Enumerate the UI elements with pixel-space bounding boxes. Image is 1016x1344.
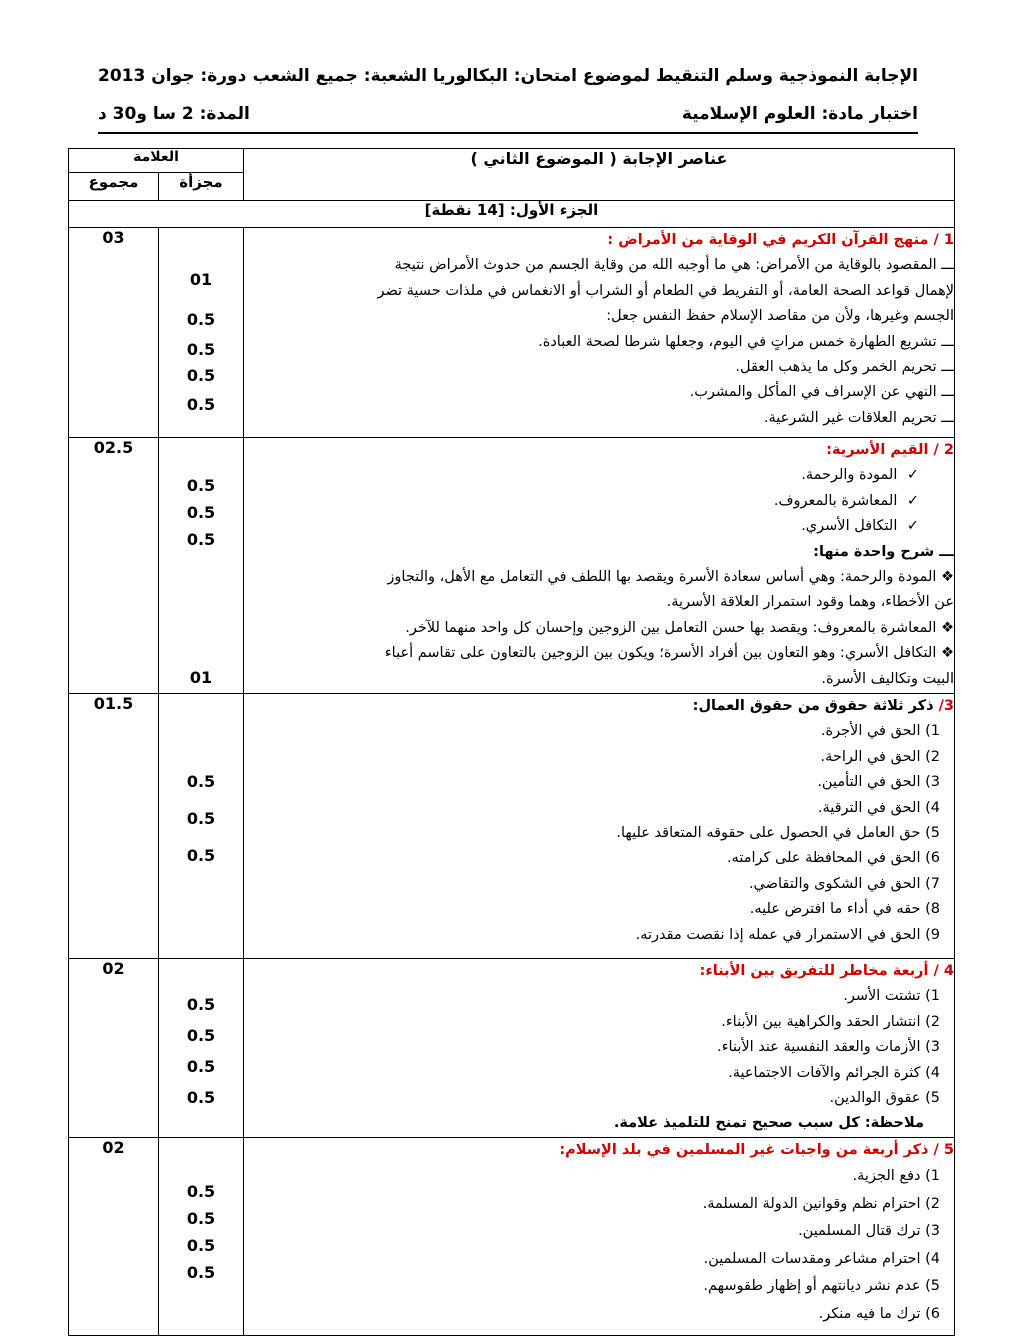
q5-item: 3) ترك قتال المسلمين. (798, 1223, 940, 1240)
q5-title: ذكر أربعة من واجبات غير المسلمين في بلد الإسلام: (559, 1141, 929, 1158)
q5-item: 2) احترام نظم وقوانين الدولة المسلمة. (702, 1195, 940, 1212)
q2-mark: 0.5 (186, 530, 216, 549)
q2-check-item: المعاشرة بالمعروف. (773, 492, 898, 509)
q1-number: 1 / (933, 232, 954, 248)
q5-marks (159, 1137, 244, 1335)
q3-item: 7) الحق في الشكوى والتقاضي. (748, 875, 940, 892)
q2-content (244, 438, 955, 694)
q4-item: 5) عقوق الوالدين. (829, 1090, 940, 1107)
answer-header: عناصر الإجابة ( الموضوع الثاني ) (244, 149, 955, 201)
q5-item: 6) ترك ما فيه منكر. (818, 1305, 940, 1322)
q2-mark: 0.5 (186, 476, 216, 495)
q3-content (244, 694, 955, 959)
q3-total: 01.5 (69, 694, 159, 959)
question-row-1 (69, 228, 955, 438)
q5-item: 1) دفع الجزية. (852, 1168, 940, 1185)
q3-item: 8) حقه في أداء ما افترض عليه. (749, 901, 940, 918)
q1-line: ـــ تحريم العلاقات غير الشرعية. (763, 409, 954, 426)
check-icon: ✓ (906, 518, 920, 535)
q5-mark: 0.5 (186, 1262, 216, 1282)
q3-item: 4) الحق في الترقية. (817, 799, 940, 816)
q4-item: 3) الأزمات والعقد النفسية عند الأبناء. (717, 1039, 940, 1056)
q5-item: 4) احترام مشاعر ومقدسات المسلمين. (703, 1250, 940, 1267)
exam-session: دورة: جوان 2013 (98, 66, 247, 86)
q1-mark: 0.5 (186, 310, 216, 329)
total-header: مجموع (69, 173, 159, 201)
q2-mark: 0.5 (186, 503, 216, 522)
q5-mark: 0.5 (186, 1235, 216, 1255)
q2-line: عن الأخطاء، وهما وقود استمرار العلاقة الأسرية. (666, 594, 954, 611)
q4-mark: 0.5 (186, 1026, 216, 1045)
q5-item: 5) عدم نشر ديانتهم أو إظهار طقوسهم. (703, 1278, 940, 1295)
q2-check-item: التكافل الأسري. (801, 518, 898, 535)
mark-header: العلامة (69, 149, 244, 173)
q1-mark: 0.5 (186, 340, 216, 359)
question-row-2 (69, 438, 955, 694)
q3-item: 2) الحق في الراحة. (820, 748, 940, 765)
q3-mark: 0.5 (186, 809, 216, 828)
part-title: الجزء الأول: [14 نقطة] (69, 201, 955, 228)
q2-check-item: المودة والرحمة. (801, 467, 898, 484)
check-icon: ✓ (906, 467, 920, 484)
q3-item: 6) الحق في المحافظة على كرامته. (726, 850, 940, 867)
q4-mark: 0.5 (186, 995, 216, 1014)
q3-item: 3) الحق في التأمين. (817, 774, 940, 791)
q4-mark: 0.5 (186, 1057, 216, 1076)
q5-mark: 0.5 (186, 1208, 216, 1228)
q2-subtitle: ـــ شرح واحدة منها: (813, 543, 954, 560)
q1-line: الجسم وغيرها، ولأن من مقاصد الإسلام حفظ النفس جعل: (606, 308, 954, 325)
q4-total: 02 (69, 959, 159, 1138)
q3-item: 9) الحق في الاستمرار في عمله إذا نقصت مقدرته. (635, 926, 940, 943)
q2-line: ❖ المعاشرة بالمعروف: ويقصد بها حسن التعامل بين الزوجين وإحسان كل واحد منهما للآخر. (405, 619, 954, 636)
q1-line: ـــ النهي عن الإسراف في المأكل والمشرب. (689, 384, 954, 401)
q1-mark: 01 (189, 270, 213, 289)
q1-content (244, 228, 955, 438)
q3-number: 3/ (938, 698, 954, 714)
q4-item: 1) تشتت الأسر. (843, 988, 940, 1005)
q1-mark: 0.5 (186, 366, 216, 385)
q2-title: القيم الأسرية: (826, 442, 929, 458)
q5-content (244, 1137, 955, 1335)
q1-marks (159, 228, 244, 438)
partial-header: مجزأة (159, 173, 244, 201)
q5-total: 02 (69, 1137, 159, 1335)
header-rule (98, 132, 918, 134)
q1-total: 03 (69, 228, 159, 438)
exam-subject: اختبار مادة: العلوم الإسلامية (681, 104, 918, 124)
q1-line: لإهمال قواعد الصحة العامة، أو التفريط في الطعام أو الشراب أو الانغماس في ملذات حسية تضر (377, 282, 954, 299)
q4-item: 2) انتشار الحقد والكراهية بين الأبناء. (721, 1013, 940, 1030)
q4-content (244, 959, 955, 1138)
q2-line: البيت وتكاليف الأسرة. (821, 670, 954, 687)
q4-mark: 0.5 (186, 1088, 216, 1107)
question-row-4 (69, 959, 955, 1138)
q2-number: 2 / (933, 442, 954, 458)
exam-header-line1: الإجابة النموذجية وسلم التنقيط لموضوع امتحان: البكالوريا الشعبة: جميع الشعب (252, 66, 918, 86)
q4-marks (159, 959, 244, 1138)
exam-duration: المدة: 2 سا و30 د (98, 104, 250, 124)
q1-line: ـــ المقصود بالوقاية من الأمراض: هي ما أوجبه الله من وقاية الجسم من حدوث الأمراض نتيجة (394, 257, 954, 274)
q1-line: ـــ تحريم الخمر وكل ما يذهب العقل. (735, 359, 954, 376)
question-row-3 (69, 694, 955, 959)
q5-mark: 0.5 (186, 1181, 216, 1201)
check-icon: ✓ (906, 492, 920, 509)
q3-mark: 0.5 (186, 846, 216, 865)
q3-mark: 0.5 (186, 772, 216, 791)
q1-title: منهج القرآن الكريم في الوقاية من الأمراض : (607, 232, 929, 248)
q2-marks (159, 438, 244, 694)
q4-item: 4) كثرة الجرائم والآفات الاجتماعية. (728, 1064, 940, 1081)
q1-mark: 0.5 (186, 395, 216, 414)
q4-title: أربعة مخاطر للتفريق بين الأبناء: (699, 963, 929, 979)
q5-number: 5 / (933, 1141, 954, 1158)
q2-mark: 01 (189, 668, 213, 687)
q1-line: ـــ تشريع الطهارة خمس مراتٍ في اليوم، وجعلها شرطا لصحة العبادة. (538, 333, 954, 350)
q3-item: 5) حق العامل في الحصول على حقوقه المتعاقد عليها. (616, 825, 940, 842)
q4-number: 4 / (933, 963, 954, 979)
q3-title: ذكر ثلاثة حقوق من حقوق العمال: (692, 698, 934, 714)
q2-total: 02.5 (69, 438, 159, 694)
q4-note: ملاحظة: كل سبب صحيح تمنح للتلميذ علامة. (613, 1115, 924, 1132)
q2-line: ❖ المودة والرحمة: وهي أساس سعادة الأسرة ويقصد بها اللطف في التعامل مع الأهل، والتجاوز (387, 569, 954, 586)
answer-table (68, 148, 955, 1336)
question-row-5 (69, 1137, 955, 1335)
q3-marks (159, 694, 244, 959)
q2-line: ❖ التكافل الأسري: وهو التعاون بين أفراد الأسرة؛ ويكون بين الزوجين بالتعاون على تقاسم أعباء (384, 645, 954, 662)
q3-item: 1) الحق في الأجرة. (820, 723, 940, 740)
